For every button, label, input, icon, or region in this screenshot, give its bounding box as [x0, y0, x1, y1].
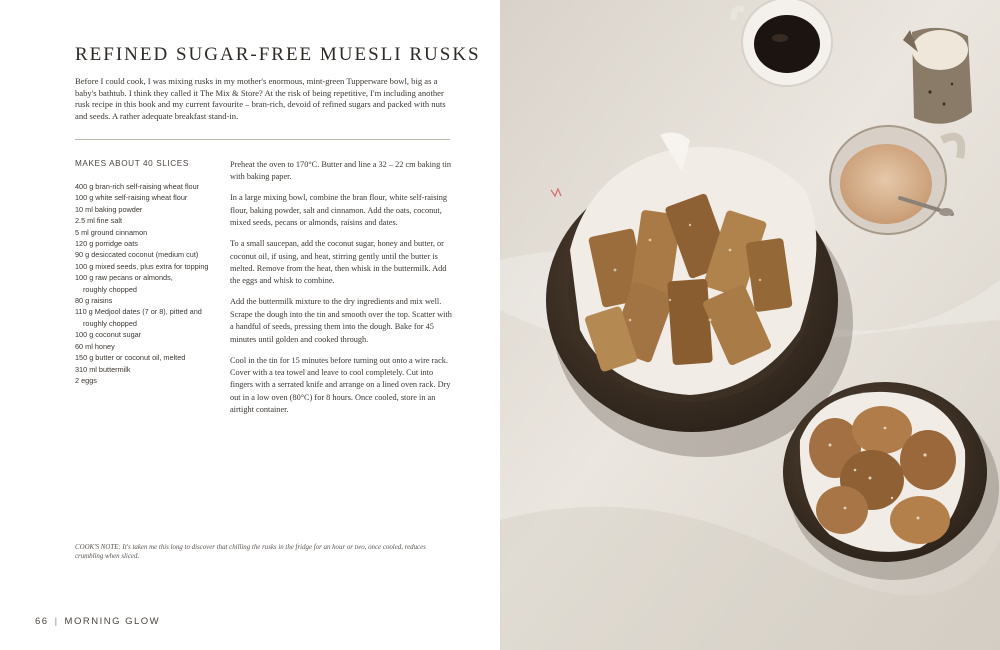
recipe-title: REFINED SUGAR-FREE MUESLI RUSKS — [75, 44, 481, 65]
ingredient-item: 100 g white self-raising wheat flour — [75, 193, 188, 203]
ingredient-item: 10 ml baking powder — [75, 204, 143, 214]
ingredient-item: 60 ml honey — [75, 341, 115, 351]
ingredient-item: 80 g raisins — [75, 296, 113, 306]
food-photo — [500, 0, 1000, 650]
ingredient-item: 2 eggs — [75, 375, 97, 385]
ingredient-list — [75, 181, 225, 386]
method-step: Preheat the oven to 170°C. Butter and line a 32 – 22 cm baking tin with baking paper. — [230, 160, 452, 182]
ingredient-item: 100 g raw pecans or almonds, roughly chopped — [75, 273, 173, 294]
footer-separator: | — [54, 616, 59, 627]
method-step: In a large mixing bowl, combine the bran flour, white self-raising flour, baking powder, salt and cinnamon. Add the oats, coconut, mixed seeds, pecans or almonds, raisins and dates. — [230, 193, 448, 228]
recipe-intro: Before I could cook, I was mixing rusks in my mother's enormous, mint-green Tupperware bowl, big as a baby's bathtub. I think they called it The Mix & Store? At the risk of being repetitive, I'm including another rusk recipe in this book and my current favourite – bran-rich, devoid of refined sugars and packed with nuts and seeds. A rather adequate breakfast stand-in. — [75, 76, 446, 121]
method-steps — [230, 159, 452, 425]
ingredient-item: 310 ml buttermilk — [75, 364, 131, 374]
page-footer — [35, 616, 160, 627]
method-step: Cool in the tin for 15 minutes before turning out onto a wire rack. Cover with a tea towel and leave to cool completely. Cut into fingers with a serrated knife and arrange on a lined oven rack. Dry out in a low oven (80°C) for 8 hours. Once cooled, store in an airtight container. — [230, 355, 451, 415]
ingredient-item: 400 g bran-rich self-raising wheat flour — [75, 182, 200, 191]
ingredient-item: 2.5 ml fine salt — [75, 216, 123, 226]
cooks-note: COOK'S NOTE: It's taken me this long to discover that chilling the rusks in the fridge for an hour or two, once cooled, reduces crumbling when sliced. — [75, 544, 426, 561]
ingredient-item: 150 g butter or coconut oil, melted — [75, 353, 186, 363]
recipe-yield: MAKES ABOUT 40 SLICES — [75, 159, 189, 168]
ingredient-item: 110 g Medjool dates (7 or 8), pitted and roughly chopped — [75, 307, 202, 328]
section-name: MORNING GLOW — [64, 616, 161, 627]
method-step: To a small saucepan, add the coconut sugar, honey and butter, or coconut oil, if using, and heat, stirring gently until the butter is melted. Remove from the heat, then whisk in the buttermilk. Add the eggs and whisk to combine. — [230, 239, 447, 286]
ingredient-item: 100 g mixed seeds, plus extra for topping — [75, 261, 209, 271]
rusks-photo-illustration — [500, 0, 1000, 650]
ingredient-item: 120 g porridge oats — [75, 239, 138, 249]
ingredient-item: 5 ml ground cinnamon — [75, 227, 148, 237]
page-number: 66 — [35, 616, 49, 627]
ingredient-item: 100 g coconut sugar — [75, 330, 142, 340]
section-divider — [75, 139, 450, 140]
ingredient-item: 90 g desiccated coconut (medium cut) — [75, 250, 199, 260]
method-step: Add the buttermilk mixture to the dry ingredients and mix well. Scrape the dough into the tin and smooth over the top. Scatter with a handful of seeds, pressing them into the dough. Bake for 45 minutes until golden and cooked through. — [230, 297, 452, 344]
